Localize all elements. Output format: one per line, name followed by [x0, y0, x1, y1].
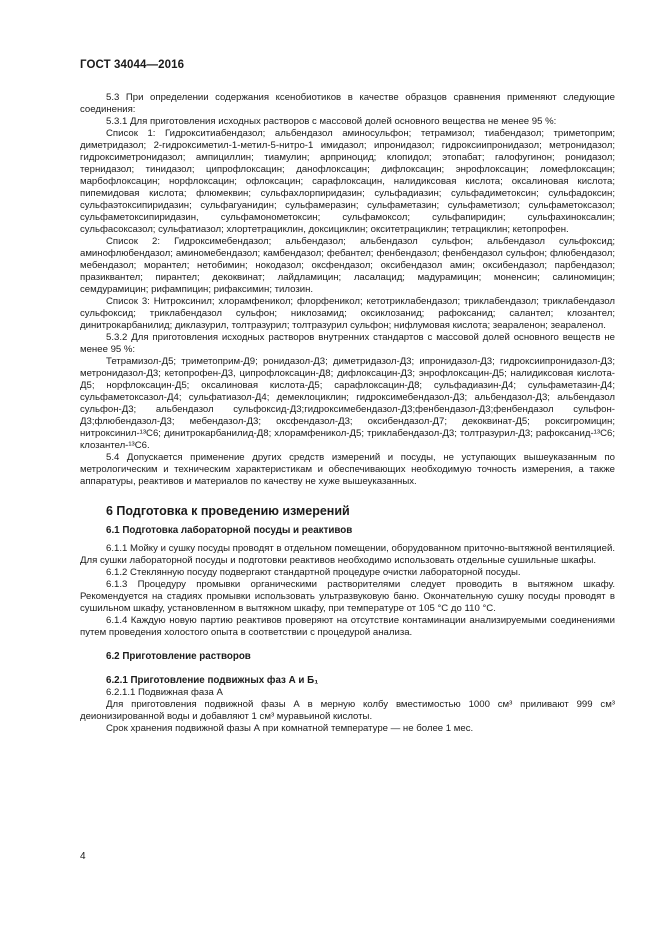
- list-internal-standards: Тетрамизол-Д5; триметоприм-Д9; ронидазол-Д3; диметридазол-Д3; ипронидазол-Д3; гидроксиипронидазол-Д3; метронидазол-Д3; кетопрофен-Д3, ципрофлоксацин-Д8; дифлоксацин-Д3; энрофлоксацин-Д5; налидиксовая кислота-Д5; норфлоксацин-Д5; оксалиновая кислота-Д5; сарафлоксацин-Д8; сульфадиазин-Д4; сульфаметазин-Д4; сульфаметоксазол-Д4; сульфатиазол-Д4; демеклоциклин; гидроксимебендазол-Д3; альбендазол-Д3; альбендазол сульфон-Д3; альбендазол сульфоксид-Д3;гидроксимебендазол-Д3;фенбендазол-Д3;фенбендазол сульфон-Д3;флюбендазол-Д3; мебендазол-Д3; оксфендазол-Д3; оксибендазол-Д7; декоквинат-Д5; роксигромицин; нитроксинил-¹³С6; динитрокарбанилид-Д8; хлорамфеникол-Д5; триклабендазол-Д3; толтразурил-Д3; рафоксанид-¹³С6; клозантел-¹³С6.: [80, 356, 615, 451]
- document-header: ГОСТ 34044—2016: [80, 59, 185, 71]
- paragraph-6-1-1: 6.1.1 Мойку и сушку посуды проводят в отдельном помещении, оборудованном приточно-вытяжной вентиляцией. Для сушки лабораторной посуды и подготовки реактивов необходимо использовать отдельные сушильные шкафы.: [80, 543, 615, 566]
- paragraph-5-4: 5.4 Допускается применение других средств измерений и посуды, не уступающих вышеуказанным по метрологическим и техническим характеристикам и обеспечивающих необходимую точность измерения, а также аппаратуры, реактивов и материалов по качеству не хуже вышеуказанных.: [80, 452, 615, 487]
- section-6-2-1-heading: 6.2.1 Приготовление подвижных фаз А и Б₁: [106, 675, 319, 686]
- paragraph-6-2-1-1: 6.2.1.1 Подвижная фаза А: [106, 687, 223, 698]
- section-6-1-heading: 6.1 Подготовка лабораторной посуды и реактивов: [106, 525, 353, 536]
- list-2: Список 2: Гидроксимебендазол; альбендазол; альбендазол сульфон; альбендазол сульфоксид; аминофлюбендазол; аминомебендазол; камбендазол; фебантел; фенбендазол; фенбендазол сульфон; флюбендазол; мебендазол; морантел; нетобимин; нокодазол; оксфендазол; оксибендазол амин; оксибендазол; парбендазол; празиквантел; пирантел; декоквинат; лайдламицин; ласалацид; мадурамицин; моненсин; салиномицин; семдурамицин; рифампицин; рифаксимин; тилозин.: [80, 236, 615, 295]
- list-3: Список 3: Нитроксинил; хлорамфеникол; флорфеникол; кетотриклабендазол; триклабендазол; триклабендазол сульфоксид; триклабендазол сульфон; никлозамид; оксиклозанид; рафоксанид; салантел; клозантел; динитрокарбанилид; диклазурил, толтразурил; толтразурил сульфон; нифлумовая кислота; зеараленон; зеараленол.: [80, 296, 615, 331]
- paragraph-6-1-2: 6.1.2 Стеклянную посуду подвергают стандартной процедуре очистки лабораторной посуды.: [106, 567, 521, 578]
- paragraph-6-1-3: 6.1.3 Процедуру промывки органическими растворителями следует проводить в вытяжном шкафу. Рекомендуется на стадиях промывки использовать ультразвуковую баню. Окончательную сушку посуды проводят в сушильном шкафу, установленном в вытяжном шкафу, при температуре от 105 °С до 110 °С.: [80, 579, 615, 614]
- paragraph-6-1-4: 6.1.4 Каждую новую партию реактивов проверяют на отсутствие контаминации анализируемыми соединениями путем проведения холостого опыта в соответствии с процедурой анализа.: [80, 615, 615, 638]
- paragraph-storage: Срок хранения подвижной фазы А при комнатной температуре — не более 1 мес.: [106, 723, 474, 734]
- section-6-2-heading: 6.2 Приготовление растворов: [106, 651, 251, 662]
- paragraph-5-3: 5.3 При определении содержания ксенобиотиков в качестве образцов сравнения применяют следующие соединения:: [80, 92, 615, 115]
- list-1: Список 1: Гидрокситиабендазол; альбендазол аминосульфон; тетрамизол; тиабендазол; триметоприм; диметридазол; 2-гидроксиметил-1-метил-5-нитро-1 имидазол; ипронидазол; гидроксиипронидазол; метронидазол; гидроксиметронидазол; ампициллин; тиамулин; арприноцид; клопидол; этопабат; галофугинон; ронидазол; тернидазол; тинидазол; ципрофлоксацин; данофлоксацин; дифлоксацин; энрофлоксацин; ломефлоксацин; марбофлоксацин; норфлоксацин; офлоксацин; сарафлоксацин, налидиксовая кислота; оксалиновая кислота; пипемидовая кислота; флюмеквин; сульфахлорпиридазин; сульфадиазин; сульфадиметоксин; сульфадоксин; сульфаэтоксипиридазин; сульфагуанидин; сульфамеразин; сульфаметазин; сульфаметизол; сульфаметоксазол; сульфаметоксипиридазин, сульфамонометоксин; сульфамоксол; сульфапиридин; сульфахиноксалин; сульфасоксазол; сульфатиазол; хлортетрациклин, доксициклин; окситетрациклин; тетрациклин; кетопрофен.: [80, 128, 615, 235]
- section-6-heading: 6 Подготовка к проведению измерений: [106, 504, 350, 518]
- paragraph-preparation: Для приготовления подвижной фазы А в мерную колбу вместимостью 1000 см³ приливают 999 см³ деионизированной воды и добавляют 1 см³ муравьиной кислоты.: [80, 699, 615, 722]
- document-body: [80, 92, 615, 735]
- page-number: 4: [80, 851, 86, 862]
- paragraph-5-3-2: 5.3.2 Для приготовления исходных растворов внутренних стандартов с массовой долей основного веществ не менее 95 %:: [80, 332, 615, 355]
- paragraph-5-3-1: 5.3.1 Для приготовления исходных растворов с массовой долей основного вещества не менее 95 %:: [106, 116, 557, 127]
